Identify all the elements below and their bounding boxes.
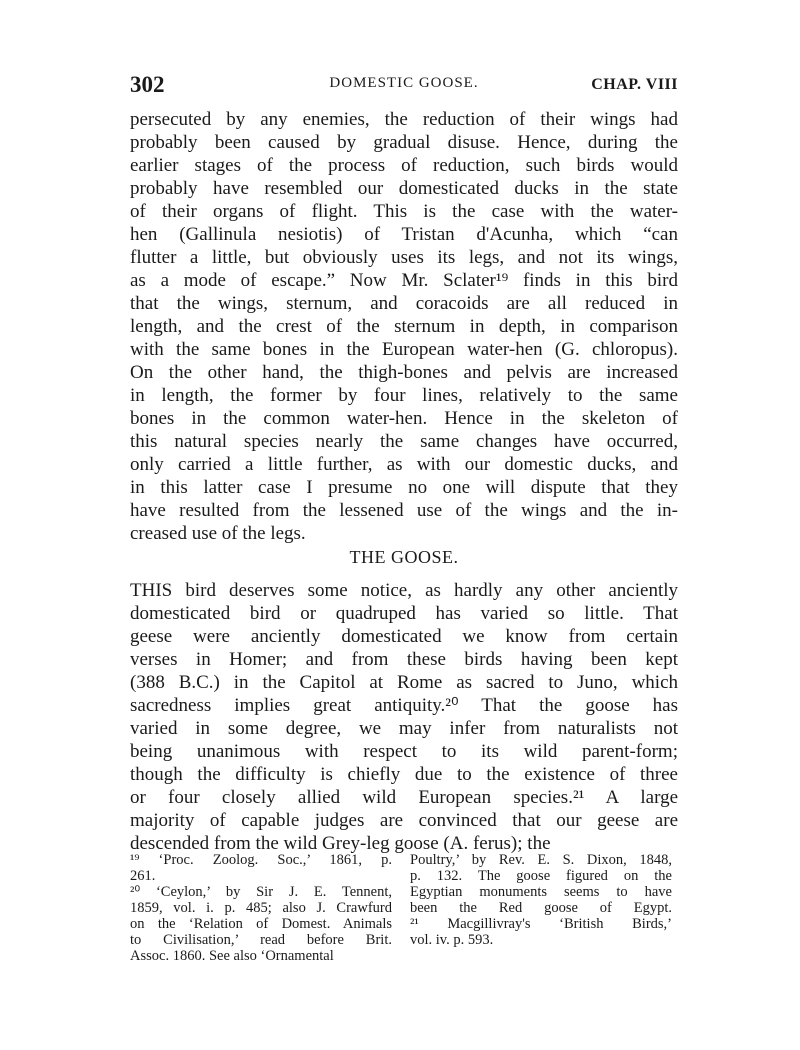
chapter-reference: CHAP. VIII [591,76,678,93]
text-line: (388 B.C.) in the Capitol at Rome as sacred to Juno, which [130,672,678,693]
footnote-line: 261. [130,868,156,884]
text-line: persecuted by any enemies, the reduction of their wings had [130,109,678,130]
text-line: only carried a little further, as with our domestic ducks, and [130,454,678,475]
text-line: THIS bird deserves some notice, as hardly any other anciently [130,580,678,601]
text-line: sacredness implies great antiquity.²⁰ That the goose has [130,695,678,716]
paragraph-goose [130,579,678,855]
footnote-line: to Civilisation,’ read before Brit. [130,932,392,948]
text-line: On the other hand, the thigh-bones and pelvis are increased [130,362,678,383]
text-line: as a mode of escape.” Now Mr. Sclater¹⁹ finds in this bird [130,270,678,291]
text-line: being unanimous with respect to its wild parent-form; [130,741,678,762]
text-line: length, and the crest of the sternum in depth, in comparison [130,316,678,337]
text-line: in length, the former by four lines, relatively to the same [130,385,678,406]
text-line: earlier stages of the process of reduction, such birds would [130,155,678,176]
text-line: of their organs of flight. This is the case with the water- [130,201,678,222]
footnote-line: ²⁰ ‘Ceylon,’ by Sir J. E. Tennent, [130,884,392,900]
text-line: descended from the wild Grey-leg goose (A. ferus); the [130,833,551,854]
section-heading: THE GOOSE. [349,547,459,567]
text-line: creased use of the legs. [130,523,306,544]
footnote-line: been the Red goose of Egypt. [410,900,672,916]
text-line: that the wings, sternum, and coracoids are all reduced in [130,293,678,314]
text-line: though the difficulty is chiefly due to the existence of three [130,764,678,785]
text-line: geese were anciently domesticated we know from certain [130,626,678,647]
text-line: in this latter case I presume no one will dispute that they [130,477,678,498]
text-line: flutter a little, but obviously uses its legs, and not its wings, [130,247,678,268]
footnote-line: 1859, vol. i. p. 485; also J. Crawfurd [130,900,392,916]
footnotes-right-column [410,852,672,948]
text-line: bones in the common water-hen. Hence in the skeleton of [130,408,678,429]
text-line: verses in Homer; and from these birds having been kept [130,649,678,670]
footnote-line: Egyptian monuments seems to have [410,884,672,900]
footnote-line: ²¹ Macgillivray's ‘British Birds,’ [410,916,672,932]
footnote-line: ¹⁹ ‘Proc. Zoolog. Soc.,’ 1861, p. [130,852,392,868]
text-line: probably have resembled our domesticated ducks in the state [130,178,678,199]
text-line: probably been caused by gradual disuse. Hence, during the [130,132,678,153]
footnote-line: Assoc. 1860. See also ‘Ornamental [130,948,334,964]
running-title: DOMESTIC GOOSE. [329,75,479,91]
text-line: have resulted from the lessened use of the wings and the in- [130,500,678,521]
text-line: hen (Gallinula nesiotis) of Tristan d'Acunha, which “can [130,224,678,245]
footnote-line: on the ‘Relation of Domest. Animals [130,916,392,932]
running-head [130,72,678,106]
text-line: majority of capable judges are convinced that our geese are [130,810,678,831]
footnotes-left-column [130,852,392,964]
text-line: or four closely allied wild European species.²¹ A large [130,787,678,808]
text-line: domesticated bird or quadruped has varied so little. That [130,603,678,624]
paragraph-waterhen [130,108,678,545]
text-line: with the same bones in the European water-hen (G. chloropus). [130,339,678,360]
text-line: this natural species nearly the same changes have occurred, [130,431,678,452]
footnote-line: p. 132. The goose figured on the [410,868,672,884]
footnotes [130,852,678,972]
text-line: varied in some degree, we may infer from naturalists not [130,718,678,739]
footnote-line: vol. iv. p. 593. [410,932,494,948]
page-number: 302 [130,72,165,97]
footnote-line: Poultry,’ by Rev. E. S. Dixon, 1848, [410,852,672,868]
